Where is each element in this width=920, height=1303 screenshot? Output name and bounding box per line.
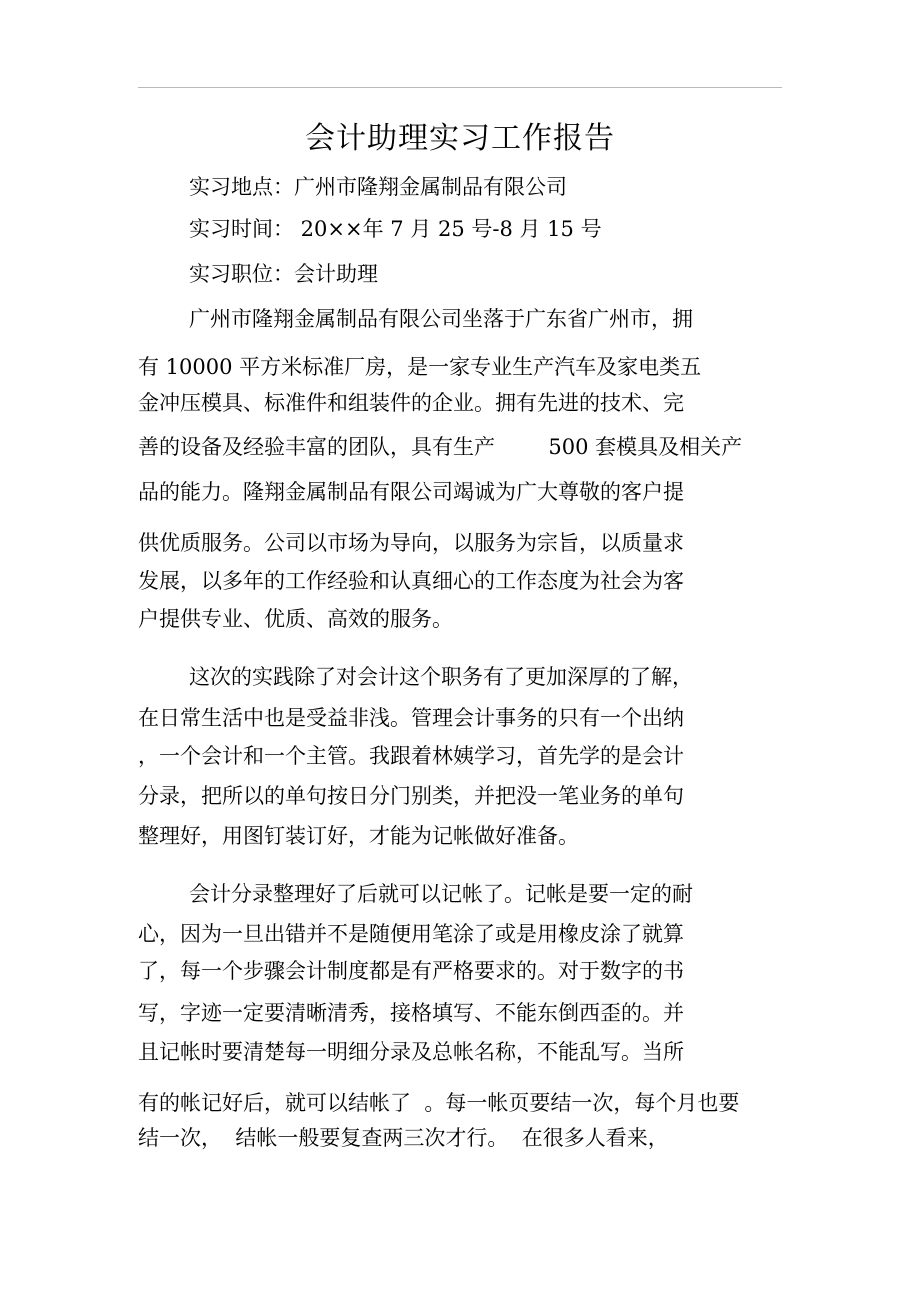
text-line: 且记帐时要清楚每一明细分录及总帐名称，不能乱写。当所 [138, 1040, 684, 1064]
header-rule [138, 87, 782, 88]
document-title: 会计助理实习工作报告 [305, 121, 615, 156]
text-line: 了，每一个步骤会计制度都是有严格要求的。对于数字的书 [138, 959, 684, 983]
text-line: 结一次， 结帐一般要复查两三次才行。 在很多人看来， [138, 1126, 669, 1150]
text-line: 在日常生活中也是受益非浅。管理会计事务的只有一个出纳 [138, 706, 684, 730]
text-line: 金冲压模具、标准件和组装件的企业。拥有先进的技术、完 [138, 391, 684, 415]
text-line: 广州市隆翔金属制品有限公司坐落于广东省广州市，拥 [189, 307, 693, 331]
text-line: 户提供专业、优质、高效的服务。 [138, 607, 453, 631]
text-line: 这次的实践除了对会计这个职务有了更加深厚的了解， [189, 665, 693, 689]
meta-position: 实习职位：会计助理 [189, 262, 378, 286]
text-line: 善的设备及经验丰富的团队，具有生产 500 套模具及相关产 [138, 435, 743, 459]
text-line: 有的帐记好后，就可以结帐了 。每一帐页要结一次，每个月也要 [138, 1091, 740, 1115]
text-line: 整理好，用图钉装订好，才能为记帐做好准备。 [138, 824, 579, 848]
text-line: 供优质服务。公司以市场为导向，以服务为宗旨，以质量求 [138, 531, 684, 555]
text-line: 心，因为一旦出错并不是随便用笔涂了或是用橡皮涂了就算 [138, 922, 684, 946]
text-line: ，一个会计和一个主管。我跟着林姨学习，首先学的是会计 [138, 744, 684, 768]
meta-location: 实习地点：广州市隆翔金属制品有限公司 [189, 175, 567, 199]
text-line: 有 10000 平方米标准厂房，是一家专业生产汽车及家电类五 [138, 355, 702, 379]
text-line: 写，字迹一定要清晰清秀，接格填写、不能东倒西歪的。并 [138, 1001, 684, 1025]
text-line: 品的能力。隆翔金属制品有限公司竭诚为广大尊敬的客户提 [138, 480, 684, 504]
meta-period: 实习时间： 20××年 7 月 25 号-8 月 15 号 [189, 217, 602, 241]
text-line: 会计分录整理好了后就可以记帐了。记帐是要一定的耐 [189, 882, 693, 906]
text-line: 分录，把所以的单句按日分门别类，并把没一笔业务的单句 [138, 784, 684, 808]
text-line: 发展，以多年的工作经验和认真细心的工作态度为社会为客 [138, 569, 684, 593]
